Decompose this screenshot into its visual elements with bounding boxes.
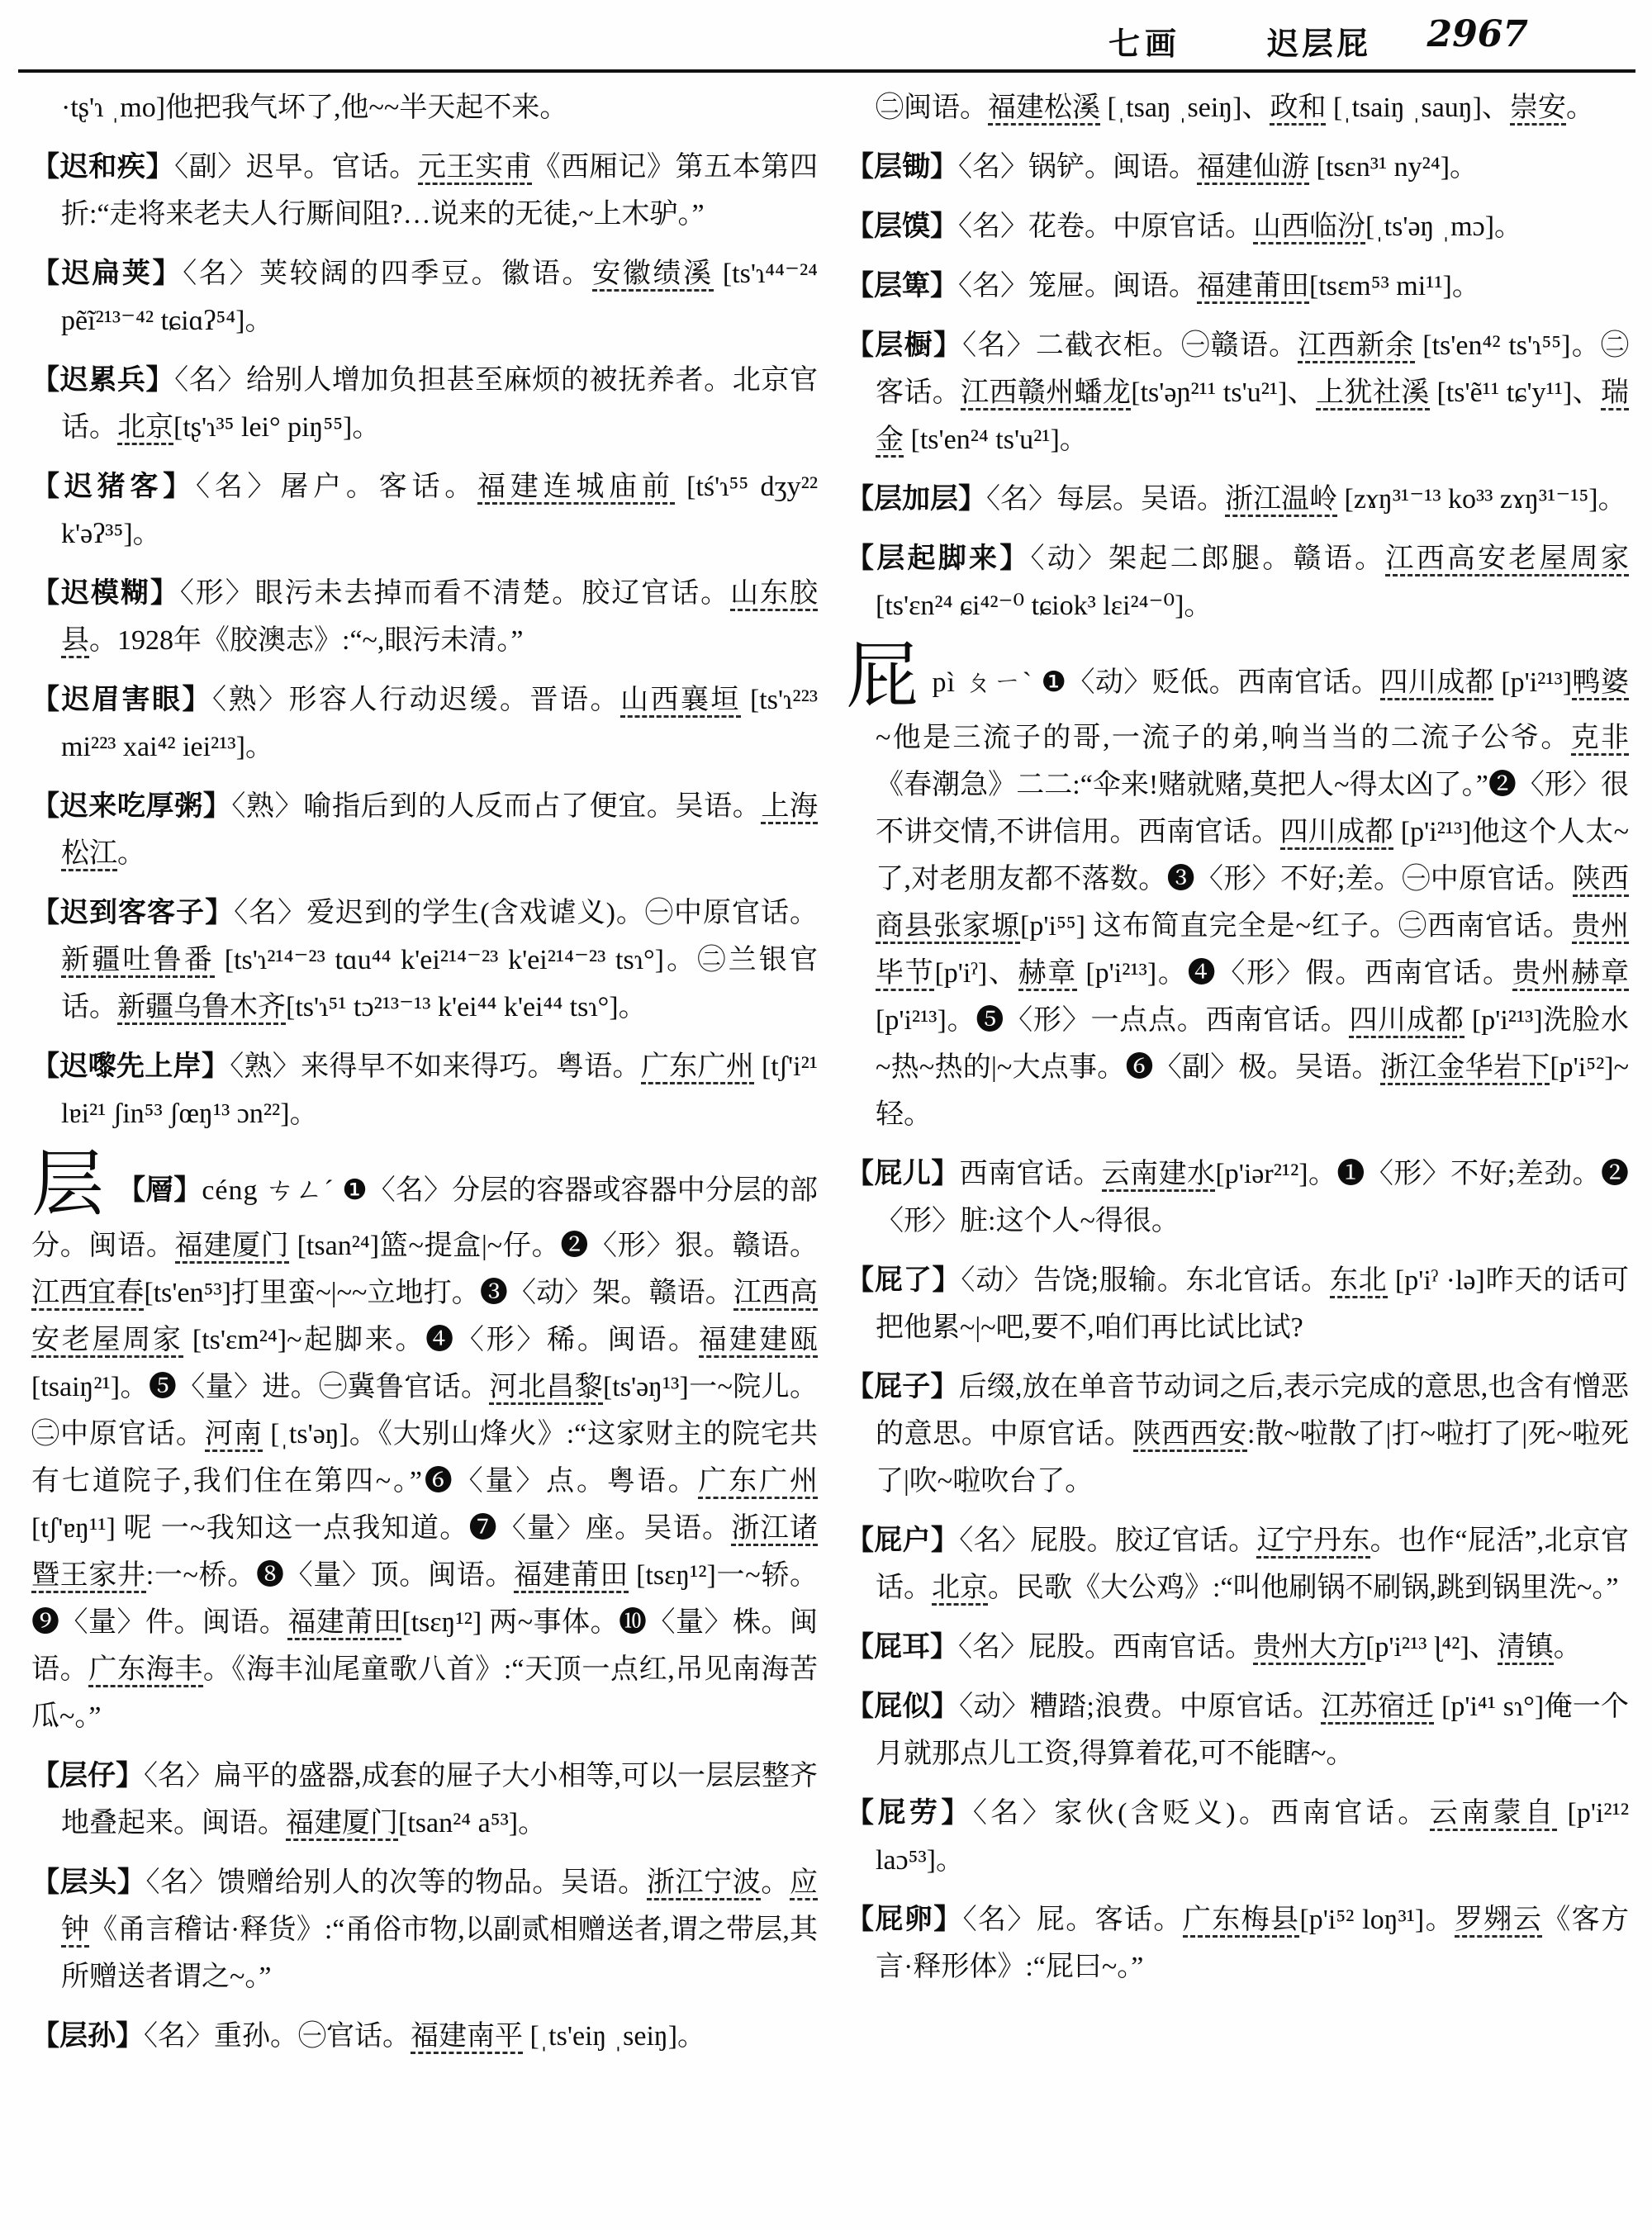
proper-noun: 新疆乌鲁木齐: [117, 992, 286, 1025]
proper-noun: 陕西西安: [1133, 1419, 1247, 1452]
dictionary-entry: [846, 1896, 1629, 1990]
entry-text: [p'iˀ ·lə]昨天的话可把他累~|~吧,要不,咱们再比试比试?: [876, 1265, 1630, 1343]
proper-noun: 陕西商县张家塬: [876, 864, 1629, 944]
proper-noun: 贵州毕节: [876, 911, 1629, 991]
dictionary-entry: [846, 203, 1629, 250]
entry-text: [tsɛŋ¹²] 两~事体。❿〈量〉株。闽语。: [31, 1607, 819, 1685]
headword-section: [31, 1146, 819, 1740]
dictionary-entry: [31, 570, 818, 664]
entry-text: 。: [1565, 93, 1594, 123]
proper-noun: 河南: [205, 1419, 263, 1452]
entry-text: ·tʂ'ɿ ˌmo]他把我气坏了,他~~半天起不来。: [61, 93, 568, 123]
proper-noun: 四川成都: [1280, 817, 1393, 850]
proper-noun: 江西高安老屋周家: [31, 1278, 818, 1358]
proper-noun: 江西新余: [1298, 330, 1414, 363]
pronunciation: céng ㄘㄥˊ: [202, 1175, 343, 1206]
entry-headword: 【屁卵】: [846, 1905, 963, 1935]
continuation-text: [846, 84, 1629, 131]
continuation-text: [31, 84, 818, 131]
dictionary-entry: [31, 1043, 818, 1137]
entry-text: 〈名〉荚较阔的四季豆。徽语。: [183, 259, 593, 289]
entry-text: [tʃ'i²¹ lɐi²¹ ʃin⁵³ ʃœŋ¹³ ɔn²²]。: [61, 1051, 818, 1129]
entry-text: 。: [761, 1867, 790, 1898]
entry-text: 后缀,放在单音节动词之后,表示完成的意思,也含有憎恶的意思。中原官话。: [876, 1372, 1630, 1450]
dictionary-entry: [31, 783, 818, 877]
entry-text: ❶〈名〉分层的容器或容器中分层的部分。闽语。: [31, 1175, 818, 1261]
dictionary-entry: [846, 476, 1629, 523]
entry-text: [tsɛm⁵³ mi¹¹]。: [1309, 271, 1480, 301]
entry-text: [ts'ẽ¹¹ tɕ'y¹¹]、: [1429, 377, 1602, 408]
entry-text: 〈名〉花卷。中原官话。: [958, 211, 1253, 242]
proper-noun: 福建连城庙前: [477, 472, 675, 505]
entry-text: 。也作“屁活”,北京官话。: [876, 1525, 1629, 1603]
proper-noun: 广东广州: [641, 1051, 754, 1084]
proper-noun: 贵州大方: [1253, 1632, 1365, 1665]
entry-text: [ˌtsaiŋ ˌsauŋ]、: [1326, 93, 1510, 123]
entry-headword: 【迟累兵】: [31, 365, 175, 396]
proper-noun: 福建莆田: [514, 1560, 629, 1593]
proper-noun: 江苏宿迁: [1321, 1691, 1434, 1725]
entry-headword: 【层起脚来】: [846, 543, 1031, 574]
entry-text: [ˌts'eiŋ ˌseiŋ]。: [523, 2021, 706, 2052]
dictionary-entry: [846, 1790, 1629, 1884]
entry-text: 〈动〉告饶;服输。东北官话。: [961, 1265, 1330, 1296]
entry-text: [p'i²¹³]他这个人太~了,对老朋友都不落数。❸〈形〉不好;差。㊀中原官话。: [876, 817, 1629, 894]
entry-headword: 【屁户】: [846, 1525, 960, 1556]
entry-text: 。: [1553, 1632, 1582, 1663]
proper-noun: 福建南平: [411, 2021, 523, 2054]
entry-text: 〈名〉笼屉。闽语。: [958, 271, 1197, 301]
entry-text: 〈熟〉喻指后到的人反而占了便宜。吴语。: [231, 791, 762, 822]
entry-text: [ts'ɛn²⁴ ɕi⁴²⁻⁰ tɕiok³ lɛi²⁴⁻⁰]。: [876, 591, 1213, 621]
proper-noun: 罗翙云: [1455, 1905, 1542, 1938]
entry-text: [p'i⁴¹ sɿ°]俺一个月就那点儿工资,得算着花,可不能瞎~。: [876, 1691, 1629, 1769]
entry-headword: 【层馍】: [846, 211, 958, 242]
entry-text: 《西厢记》第五本第四折:“走将来老夫人行厮间阻?…说来的无徒,~上木驴。”: [61, 152, 819, 230]
entry-text: 。1928年《胶澳志》:“~,眼污未清。”: [89, 625, 524, 656]
dictionary-entry: [846, 144, 1629, 191]
entry-text: 。《海丰汕尾童歌八首》:“天顶一点红,吊见南海苦瓜~。”: [31, 1654, 819, 1732]
entry-text: [p'i⁵⁵] 这布简直完全是~红子。㊁西南官话。: [1020, 911, 1572, 942]
entry-text: 〈名〉馈赠给别人的次等的物品。吴语。: [145, 1867, 647, 1898]
entry-headword: 【迟和疾】: [31, 152, 175, 183]
entry-text: [ts'en⁴² ts'ɿ⁵⁵]。㊁客话。: [876, 330, 1630, 408]
dictionary-entry: [846, 1517, 1629, 1611]
entry-headword: 【屁似】: [846, 1691, 960, 1722]
proper-noun: 福建莆田: [1197, 271, 1309, 304]
headword-range: 迟层屁: [1266, 27, 1371, 62]
proper-noun: 江西宜春: [31, 1278, 144, 1311]
proper-noun: 山东胶县: [61, 578, 818, 658]
dictionary-entry: [846, 1683, 1629, 1777]
entry-text: 〈名〉给别人增加负担甚至麻烦的被抚养者。北京官话。: [61, 365, 819, 443]
dictionary-entry: [31, 676, 818, 771]
dictionary-entry: [31, 463, 818, 558]
entry-headword: 【迟扁荚】: [31, 259, 183, 289]
headword-character: 层: [31, 1146, 105, 1226]
dictionary-entry: [31, 2013, 818, 2060]
proper-noun: 安徽绩溪: [592, 259, 714, 292]
proper-noun: 广东海丰: [88, 1654, 203, 1687]
proper-noun: 浙江宁波: [647, 1867, 762, 1900]
proper-noun: 福建仙游: [1197, 152, 1309, 185]
entry-headword: 【层箄】: [846, 271, 958, 301]
proper-noun: 江西高安老屋周家: [1385, 543, 1629, 576]
entry-text: [p'iər²¹²]。❶〈形〉不好;差劲。❷〈形〉脏:这个人~得很。: [876, 1159, 1630, 1236]
entry-text: :散~啦散了|打~啦打了|死~啦死了|吹~啦吹台了。: [876, 1419, 1630, 1497]
dictionary-entry: [31, 357, 818, 451]
entry-text: 〈名〉扁平的盛器,成套的屉子大小相等,可以一层层整齐地叠起来。闽语。: [61, 1761, 818, 1839]
proper-noun: 元王实甫: [418, 152, 533, 185]
entry-headword: 【迟猪客】: [31, 472, 196, 502]
entry-text: [p'i⁵²]~轻。: [876, 1052, 1630, 1130]
left-column: [31, 84, 818, 2072]
entry-text: 〈名〉锅铲。闽语。: [958, 152, 1197, 183]
header-rule: [18, 69, 1635, 73]
entry-text: 〈名〉屁股。西南官话。: [958, 1632, 1253, 1663]
entry-headword: 【屁了】: [846, 1265, 961, 1296]
entry-text: [tʃ'ɐŋ¹¹] 呢 一~我知这一点我知道。❼〈量〉座。吴语。: [31, 1513, 732, 1544]
dictionary-entry: [846, 322, 1629, 463]
proper-noun: 云南建水: [1102, 1159, 1216, 1192]
entry-text: 《甬言稽诂·释货》:“甬俗市物,以副贰相赠送者,谓之带层,其所赠送者谓之~。”: [61, 1914, 819, 1992]
entry-headword: 【屁耳】: [846, 1632, 958, 1663]
entry-headword: 【屁劳】: [846, 1798, 973, 1829]
entry-headword: 【迟眉害眼】: [31, 685, 212, 715]
entry-headword: 【层仔】: [31, 1761, 144, 1791]
entry-text: [ts'ɿ²²³ mi²²³ xai⁴² iei²¹³]。: [61, 685, 819, 762]
entry-text: [tsɛŋ¹²]一~轿。❾〈量〉件。闽语。: [31, 1560, 819, 1638]
entry-text: [ts'en²⁴ ts'u²¹]。: [904, 425, 1088, 455]
right-column: [846, 84, 1629, 2003]
proper-noun: 北京: [932, 1573, 988, 1606]
proper-noun: 上犹社溪: [1316, 377, 1429, 410]
entry-text: [ts'ɿ²¹⁴⁻²³ tɑu⁴⁴ k'ei²¹⁴⁻²³ k'ei²¹⁴⁻²³ tsɿ°]。㊁兰银官话。: [61, 945, 818, 1022]
proper-noun: 福建厦门: [175, 1231, 290, 1264]
proper-noun: 赫章: [1018, 958, 1077, 991]
entry-text: [p'i²¹³ ɭ⁴²]、: [1365, 1632, 1498, 1663]
entry-text: ㊁闽语。: [876, 93, 988, 123]
proper-noun: 福建厦门: [286, 1808, 398, 1841]
entry-text: [ts'ɿ⁵¹ tɔ²¹³⁻¹³ k'ei⁴⁴ k'ei⁴⁴ tsɿ°]。: [286, 992, 647, 1022]
entry-text: [zɤŋ³¹⁻¹³ ko³³ zɤŋ³¹⁻¹⁵]。: [1337, 484, 1626, 515]
proper-noun: 政和: [1270, 93, 1326, 126]
dictionary-entry: [31, 250, 818, 344]
proper-noun: 四川成都: [1380, 667, 1494, 700]
proper-noun: 鸭婆: [1572, 667, 1629, 700]
pronunciation: pì ㄆㄧˋ: [932, 667, 1042, 698]
entry-headword: 【迟嚟先上岸】: [31, 1051, 230, 1082]
entry-text: [tsaiŋ²¹]。❺〈量〉进。㊀冀鲁官话。: [31, 1372, 490, 1402]
entry-headword: 【迟模糊】: [31, 578, 180, 609]
dictionary-entry: [846, 1624, 1629, 1671]
stroke-section-label: 七画: [1108, 27, 1181, 62]
dictionary-entry: [31, 1859, 818, 2000]
page-number: 2967: [1427, 13, 1528, 55]
dictionary-entry: [846, 1364, 1629, 1505]
proper-noun: 北京: [117, 412, 173, 445]
page-header: [0, 13, 1619, 63]
proper-noun: 东北: [1330, 1265, 1388, 1298]
entry-text: 〈名〉每层。吴语。: [986, 484, 1225, 515]
entry-text: 。民歌《大公鸡》:“叫他刷锅不刷锅,跳到锅里洗~。”: [988, 1573, 1619, 1603]
proper-noun: 广东广州: [698, 1466, 818, 1499]
entry-text: 〈动〉架起二郎腿。赣语。: [1030, 543, 1386, 574]
dictionary-entry: [846, 535, 1629, 629]
entry-text: [tʂ'ɿ³⁵ lei° piŋ⁵⁵]。: [173, 412, 381, 443]
entry-text: 《客方言·释形体》:“屁曰~。”: [876, 1905, 1630, 1982]
entry-text: 〈动〉糟踏;浪费。中原官话。: [959, 1691, 1322, 1722]
entry-text: [p'i²¹³]。❹〈形〉假。西南官话。: [1077, 958, 1512, 989]
entry-text: [ts'ɛm²⁴]~起脚来。❹〈形〉稀。闽语。: [183, 1325, 699, 1355]
entry-text: [p'i²¹² laɔ⁵³]。: [876, 1798, 1630, 1876]
dictionary-entry: [846, 1257, 1629, 1351]
headword-section: [846, 638, 1630, 1138]
entry-headword: 【屁子】: [846, 1372, 959, 1402]
entry-text: [ˌtsaŋ ˌseiŋ]、: [1100, 93, 1270, 123]
entry-text: 〈名〉重孙。㊀官话。: [144, 2021, 411, 2052]
proper-noun: 应钟: [61, 1867, 818, 1948]
entry-text: [ˌts'əŋ ˌmɔ]。: [1365, 211, 1523, 242]
entry-text: [tsan²⁴ a⁵³]。: [398, 1808, 547, 1839]
proper-noun: 河北昌黎: [489, 1372, 603, 1405]
proper-noun: 清镇: [1498, 1632, 1554, 1665]
entry-headword: 【层锄】: [846, 152, 958, 183]
proper-noun: 贵州赫章: [1512, 958, 1629, 991]
entry-text: 〈熟〉来得早不如来得巧。粤语。: [230, 1051, 641, 1082]
entry-text: 。: [117, 838, 145, 869]
proper-noun: 山西临汾: [1253, 211, 1365, 244]
proper-noun: 浙江金华岩下: [1380, 1052, 1550, 1085]
entry-text: 〈名〉二截衣柜。㊀赣语。: [962, 330, 1298, 361]
entry-headword: 【迟来吃厚粥】: [31, 791, 232, 822]
entry-text: [p'i²¹³]洗脸水~热~热的|~大点事。❻〈副〉极。吴语。: [876, 1005, 1630, 1083]
entry-text: [p'i²¹³]: [1493, 667, 1573, 698]
entry-text: ~他是三流子的哥,一流子的弟,响当当的二流子公爷。: [876, 723, 1571, 753]
proper-noun: 山西襄垣: [620, 685, 741, 718]
entry-text: [tsɛn³¹ ny²⁴]。: [1309, 152, 1479, 183]
proper-noun: 福建建瓯: [699, 1325, 818, 1358]
entry-headword: 【层孙】: [31, 2021, 144, 2052]
entry-text: 〈名〉屁股。胶辽官话。: [959, 1525, 1257, 1556]
dictionary-entry: [846, 263, 1629, 310]
entry-text: [ts'ɿ⁴⁴⁻²⁴ pẽĩ²¹³⁻⁴² tɕiɑʔ⁵⁴]。: [61, 259, 819, 336]
entry-text: :一~桥。❽〈量〉顶。闽语。: [145, 1560, 515, 1591]
entry-text: [p'i²¹³]。❺〈形〉一点点。西南官话。: [876, 1005, 1350, 1036]
proper-noun: 江西赣州蟠龙: [961, 377, 1131, 410]
proper-noun: 上海松江: [61, 791, 818, 871]
entry-text: 〈名〉屠户。客话。: [195, 472, 478, 502]
entry-text: [ts'əɲ²¹¹ ts'u²¹]、: [1131, 377, 1317, 408]
dictionary-entry: [31, 890, 818, 1031]
proper-noun: 崇安: [1510, 93, 1566, 126]
entry-text: 西南官话。: [959, 1159, 1102, 1189]
entry-text: [ˌts'əŋ]。《大别山烽火》:“这家财主的院宅共有七道院子,我们住在第四~。”❻〈量〉点。粤语。: [31, 1419, 819, 1497]
entry-text: [p'i⁵² loŋ³¹]。: [1299, 1905, 1455, 1935]
traditional-form: 【層】: [117, 1175, 202, 1206]
proper-noun: 克非: [1571, 723, 1629, 756]
entry-text: 〈熟〉形容人行动迟缓。晋语。: [212, 685, 620, 715]
entry-headword: 【迟到客客子】: [31, 898, 235, 928]
entry-text: 〈副〉迟早。官话。: [174, 152, 418, 183]
proper-noun: 瑞金: [876, 377, 1629, 458]
proper-noun: 新疆吐鲁番: [61, 945, 215, 978]
entry-headword: 【层橱】: [846, 330, 963, 361]
proper-noun: 云南蒙自: [1430, 1798, 1557, 1831]
proper-noun: 浙江诸暨王家井: [31, 1513, 818, 1593]
proper-noun: 广东梅县: [1183, 1905, 1300, 1938]
entry-text: 〈名〉爱迟到的学生(含戏谑义)。㊀中原官话。: [234, 898, 818, 928]
entry-headword: 【层头】: [31, 1867, 146, 1898]
headword-character: 屁: [846, 638, 919, 718]
dictionary-entry: [31, 144, 818, 238]
entry-headword: 【屁儿】: [846, 1159, 960, 1189]
entry-text: [tś'ɿ⁵⁵ dʒy²² k'əʔ³⁵]。: [61, 472, 819, 549]
dictionary-entry: [846, 1151, 1629, 1245]
entry-text: 〈名〉屁。客话。: [962, 1905, 1183, 1935]
proper-noun: 福建莆田: [287, 1607, 401, 1640]
entry-text: 《春潮急》二二:“伞来!赌就赌,莫把人~得太凶了。”❷〈形〉很不讲交情,不讲信用。西南官话。: [876, 770, 1629, 847]
dictionary-entry: [31, 1753, 818, 1847]
entry-text: 〈名〉家伙(含贬义)。西南官话。: [972, 1798, 1430, 1829]
entry-text: [tsan²⁴]篮~提盒|~仔。❷〈形〉狠。赣语。: [289, 1231, 819, 1261]
entry-text: 〈形〉眼污未去掉而看不清楚。胶辽官话。: [179, 578, 731, 609]
proper-noun: 福建松溪: [988, 93, 1100, 126]
proper-noun: 浙江温岭: [1225, 484, 1337, 517]
entry-text: ❶〈动〉贬低。西南官话。: [1041, 667, 1380, 698]
proper-noun: 辽宁丹东: [1256, 1525, 1370, 1559]
entry-text: [ts'en⁵³]打里蛮~|~~立地打。❸〈动〉架。赣语。: [144, 1278, 733, 1308]
entry-text: [p'iˀ]、: [934, 958, 1018, 989]
entry-headword: 【层加层】: [846, 484, 986, 515]
proper-noun: 四川成都: [1349, 1005, 1464, 1038]
entry-text: [ts'əŋ¹³]一~院儿。㊁中原官话。: [31, 1372, 819, 1450]
